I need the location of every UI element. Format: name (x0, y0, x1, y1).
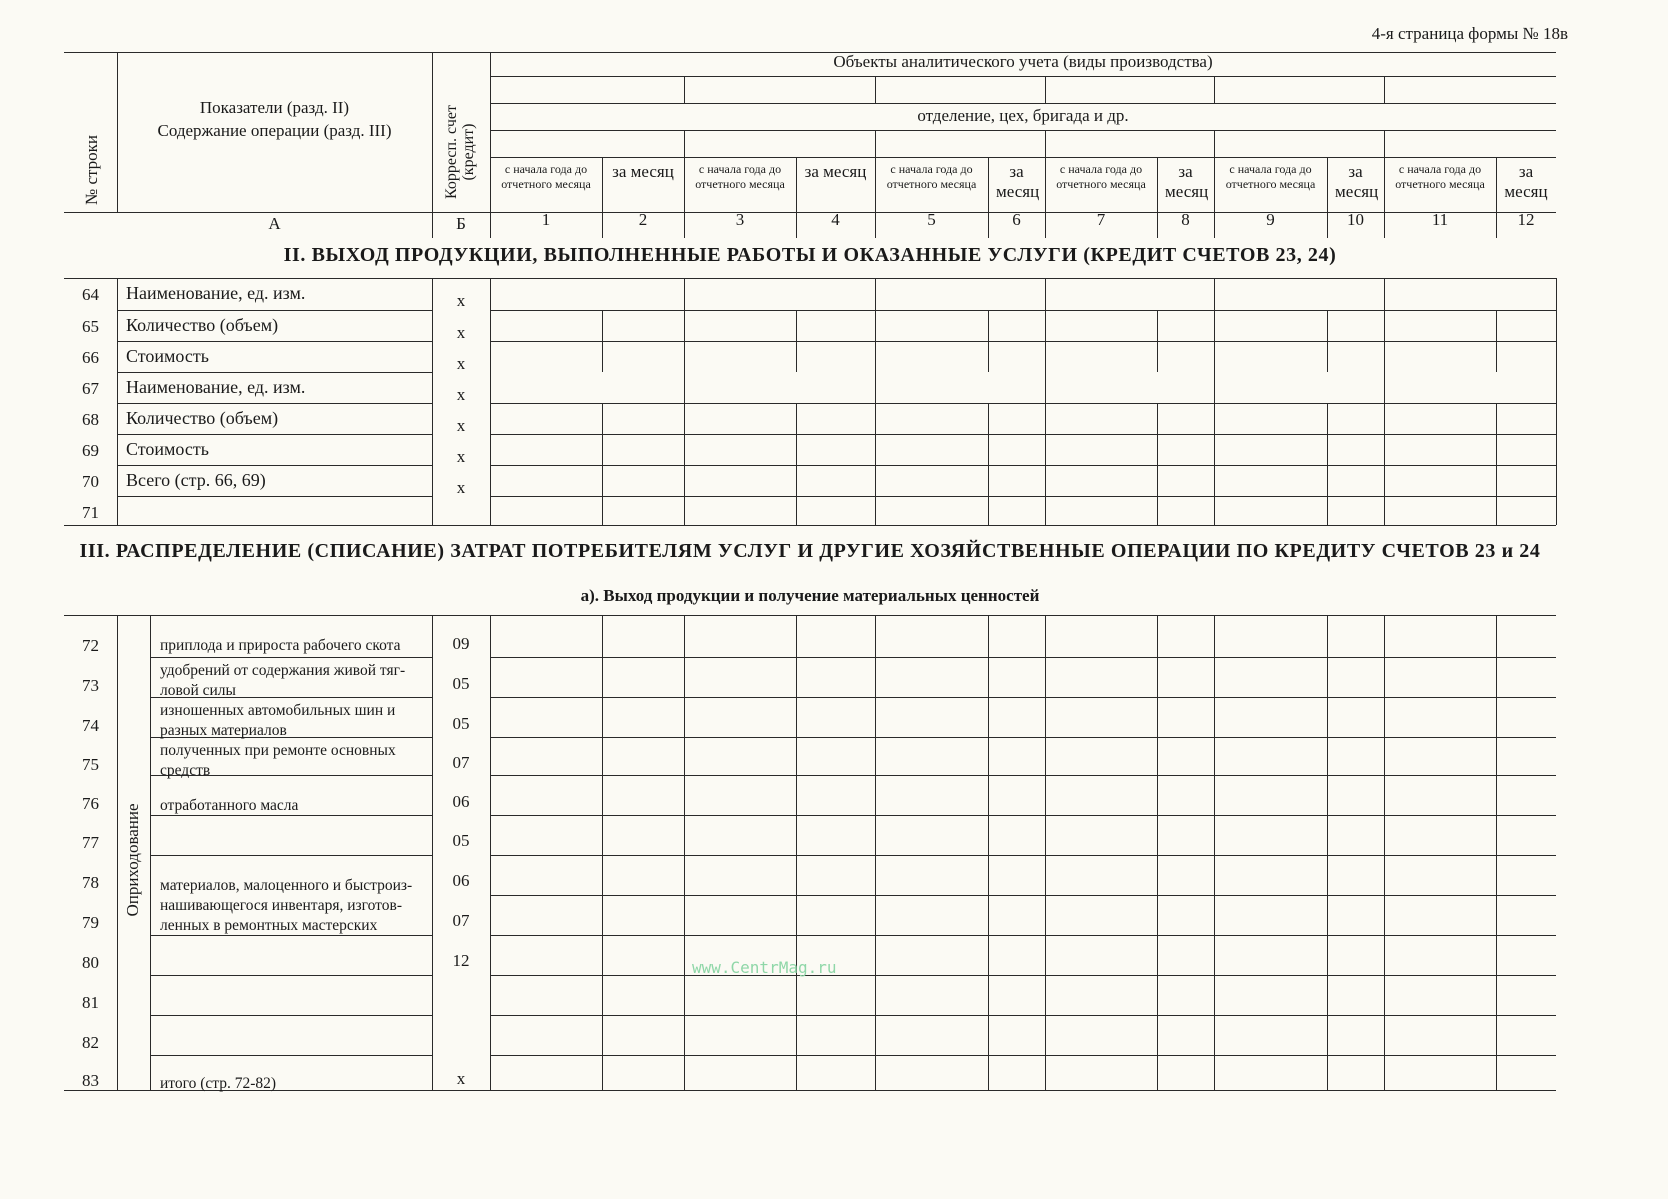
header-rule (490, 76, 1556, 77)
rule (117, 615, 118, 1090)
rule (988, 403, 989, 525)
row-account: 07 (452, 753, 470, 772)
row-number: 82 (82, 1033, 99, 1052)
row-rule (490, 465, 1556, 466)
ytd-header: с начала года до отчетного месяца (1395, 162, 1485, 191)
row-label: Наименование, ед. изм. (126, 283, 306, 303)
row-label: Наименование, ед. изм. (126, 377, 306, 397)
ytd-header: с начала года до отчетного месяца (886, 162, 977, 191)
row-rule (117, 310, 432, 311)
month-header: за месяц (996, 162, 1040, 201)
rule (602, 615, 603, 1090)
page-number: 4-я страница формы № 18в (1371, 24, 1568, 43)
month-header: за месяц (804, 162, 867, 181)
row-number: 70 (82, 472, 99, 491)
ytd-header: с начала года до отчетного месяца (1225, 162, 1316, 191)
row-rule (117, 465, 432, 466)
month-header: за месяц (612, 162, 674, 181)
row-number: 66 (82, 348, 99, 367)
rule (684, 76, 685, 103)
col-number: 6 (1012, 210, 1021, 229)
row-account: 12 (452, 951, 470, 970)
rule (1384, 615, 1385, 1090)
row-rule (150, 855, 432, 856)
row-number: 74 (82, 716, 99, 735)
rule (150, 615, 151, 1090)
row-rule (490, 895, 1556, 896)
row-account: x (456, 416, 466, 435)
row-account: 07 (452, 911, 470, 930)
row-label: Стоимость (126, 346, 209, 366)
header-rule (490, 130, 1556, 131)
rule (1327, 403, 1328, 525)
row-number: 71 (82, 503, 99, 522)
row-rule (490, 1015, 1556, 1016)
col-number: 1 (541, 210, 551, 229)
row-account: 05 (452, 831, 470, 850)
rule (796, 403, 797, 525)
month-header: за месяц (1165, 162, 1209, 201)
row-number: 83 (82, 1071, 99, 1090)
watermark-text: www.CentrMag.ru (692, 958, 837, 977)
row-account: x (456, 323, 466, 342)
row-rule (490, 496, 1556, 497)
department-heading: отделение, цех, бригада и др. (917, 106, 1129, 125)
rule (1496, 403, 1497, 525)
row-rule (490, 775, 1556, 776)
header-rule (490, 157, 1556, 158)
section-3-subtitle: а). Выход продукции и получение материальных ценностей (580, 586, 1040, 605)
row-account: x (456, 291, 466, 310)
indicator-heading: Содержание операции (разд. III) (157, 121, 392, 140)
section-3-bottom-rule (64, 1090, 1556, 1091)
row-rule (490, 403, 1556, 404)
rule (1496, 615, 1497, 1090)
col-number: 8 (1181, 210, 1190, 229)
row-account: x (456, 385, 466, 404)
section-2-bottom-rule (64, 525, 1556, 526)
operation-text: итого (стр. 72-82) (160, 1075, 277, 1092)
col-number: 7 (1096, 210, 1106, 229)
row-rule (490, 310, 1556, 311)
rule (1045, 278, 1046, 525)
row-number: 73 (82, 676, 99, 695)
row-label: Количество (объем) (126, 315, 279, 335)
operation-text: ловой силы (160, 682, 236, 699)
row-number: 75 (82, 755, 99, 774)
ytd-header: с начала года до отчетного месяца (1056, 162, 1146, 191)
row-rule (490, 855, 1556, 856)
row-rule (490, 815, 1556, 816)
rule (1045, 615, 1046, 1090)
row-rule (150, 1055, 432, 1056)
row-account: 06 (452, 871, 470, 890)
row-rule (490, 657, 1556, 658)
row-account: x (456, 354, 466, 373)
row-account: 09 (452, 634, 470, 653)
col-letter-b: Б (456, 214, 466, 233)
row-rule (490, 697, 1556, 698)
corr-account-heading: Корресп. счет (кредит) (443, 105, 477, 199)
section-3-top-rule (64, 615, 1556, 616)
group-label-oprikhodovanie: Оприходование (123, 803, 142, 917)
row-label: Стоимость (126, 439, 209, 459)
rule (1157, 615, 1158, 1090)
rule (117, 278, 118, 525)
row-rule (117, 403, 432, 404)
row-account: x (456, 447, 466, 466)
col-number: 5 (927, 210, 936, 229)
operation-text: материалов, малоценного и быстроиз- (160, 877, 413, 894)
row-number: 79 (82, 913, 99, 932)
col-number: 2 (638, 210, 648, 229)
rule (684, 278, 685, 525)
col-number: 3 (735, 210, 745, 229)
row-account: x (456, 478, 466, 497)
row-account: 06 (452, 792, 470, 811)
rule (490, 615, 491, 1090)
row-number: 78 (82, 873, 99, 892)
col-letter-a: А (268, 214, 281, 233)
operation-text: отработанного масла (160, 797, 299, 814)
section-2-title: II. ВЫХОД ПРОДУКЦИИ, ВЫПОЛНЕННЫЕ РАБОТЫ И ОКАЗАННЫЕ УСЛУГИ (КРЕДИТ СЧЕТОВ 23, 24) (283, 244, 1337, 266)
header-rule (490, 103, 1556, 104)
row-number: 65 (82, 317, 99, 336)
operation-text: нашивающегося инвентаря, изготов- (160, 897, 402, 914)
ytd-header: с начала года до отчетного месяца (695, 162, 785, 191)
rule (1384, 278, 1385, 525)
row-rule (490, 935, 1556, 936)
row-rule (117, 341, 432, 342)
col-number: 10 (1347, 210, 1364, 229)
rule (490, 278, 491, 525)
row-number: 72 (82, 636, 99, 655)
col-number: 9 (1266, 210, 1275, 229)
rule (875, 278, 876, 525)
col-number: 12 (1517, 210, 1535, 229)
rule (875, 615, 876, 1090)
row-rule (117, 372, 432, 373)
operation-text: ленных в ремонтных мастерских (160, 917, 378, 934)
row-rule (490, 737, 1556, 738)
row-number-heading: № строки (82, 134, 101, 206)
operation-text: разных материалов (160, 722, 287, 739)
rule (1327, 615, 1328, 1090)
row-number: 64 (82, 285, 99, 304)
row-rule (117, 434, 432, 435)
operation-text: удобрений от содержания живой тяг- (160, 662, 406, 679)
row-account: x (456, 1069, 466, 1088)
month-header: за месяц (1504, 162, 1548, 201)
rule (1214, 615, 1215, 1090)
rule (1384, 76, 1385, 103)
operation-text: приплода и прироста рабочего скота (160, 637, 401, 654)
rule (988, 615, 989, 1090)
row-label: Количество (объем) (126, 408, 279, 428)
rule (875, 76, 876, 103)
month-header: за месяц (1335, 162, 1379, 201)
row-number: 68 (82, 410, 99, 429)
col-number: 4 (831, 210, 840, 229)
header-col-sep (432, 52, 433, 212)
rule (684, 615, 685, 1090)
col-number: 11 (1431, 210, 1449, 229)
operation-text: средств (160, 762, 211, 779)
row-account: 05 (452, 714, 470, 733)
row-rule (150, 657, 432, 658)
row-number: 81 (82, 993, 99, 1012)
rule (1556, 278, 1557, 525)
section-3-title: III. РАСПРЕДЕЛЕНИЕ (СПИСАНИЕ) ЗАТРАТ ПОТРЕБИТЕЛЯМ УСЛУГ И ДРУГИЕ ХОЗЯЙСТВЕННЫЕ ОПЕРАЦИИ ПО КРЕДИТУ СЧЕТОВ 23 и 24 (79, 540, 1541, 562)
ytd-header: с начала года до отчетного месяца (501, 162, 591, 191)
rule (602, 403, 603, 525)
row-account: 05 (452, 674, 470, 693)
rule (1214, 278, 1215, 525)
row-rule (490, 341, 1556, 342)
indicator-heading: Показатели (разд. II) (199, 98, 350, 117)
row-number: 67 (82, 379, 99, 398)
rule (1157, 403, 1158, 525)
row-number: 77 (82, 833, 99, 852)
row-number: 69 (82, 441, 99, 460)
row-rule (150, 1015, 432, 1016)
row-rule (117, 496, 432, 497)
row-number: 76 (82, 794, 99, 813)
rule (796, 615, 797, 1090)
row-rule (490, 1055, 1556, 1056)
row-number: 80 (82, 953, 99, 972)
section-2-top-rule (64, 278, 1556, 279)
rule (1214, 76, 1215, 103)
row-rule (150, 975, 432, 976)
row-rule (490, 975, 1556, 976)
rule (1045, 76, 1046, 103)
objects-heading: Объекты аналитического учета (виды производства) (833, 52, 1213, 71)
row-rule (490, 434, 1556, 435)
operation-text: изношенных автомобильных шин и (160, 702, 396, 719)
row-label: Всего (стр. 66, 69) (126, 470, 266, 490)
operation-text: полученных при ремонте основных (160, 742, 396, 759)
